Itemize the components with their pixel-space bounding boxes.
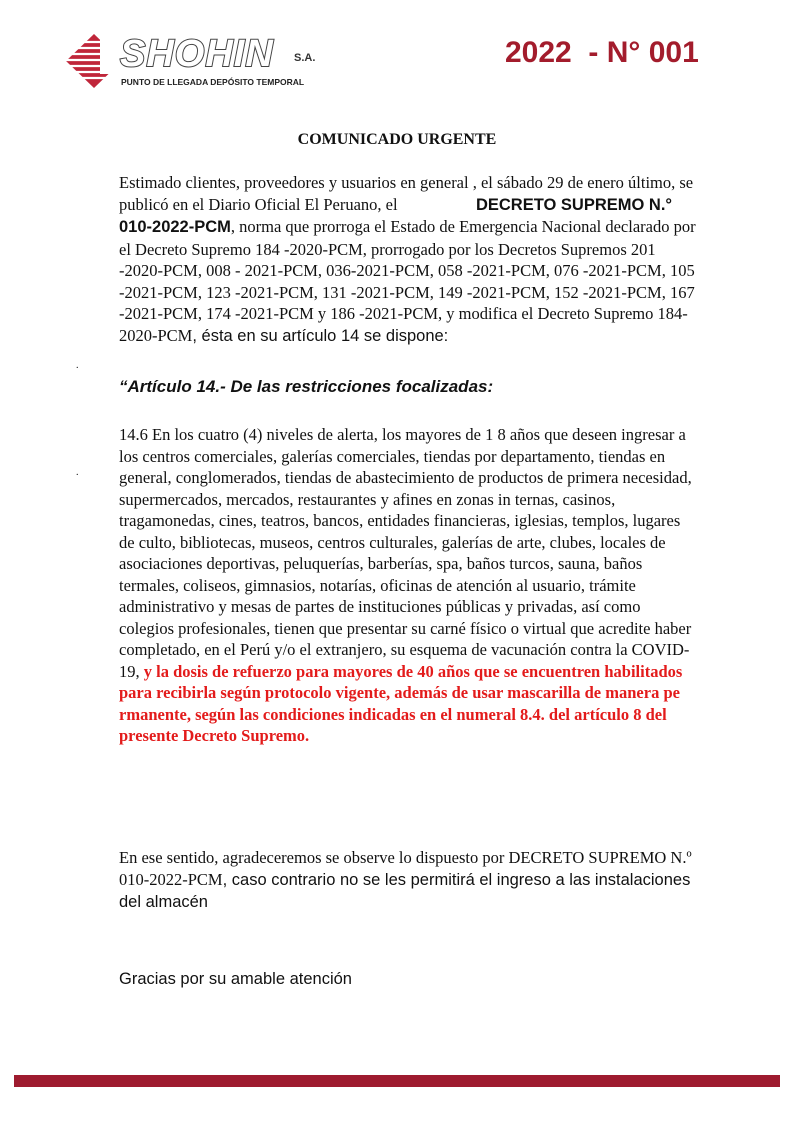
margin-dot: . xyxy=(76,360,79,371)
article-heading: “Artículo 14.- De las restricciones focalizadas: xyxy=(119,377,494,396)
footer-bar xyxy=(14,1075,780,1087)
intro-text-cont: , norma que prorroga el Estado de Emergencia Nacional declarado por el Decreto Supremo 184 -2020-PCM, prorrogado por los Decretos Supremos 201 -2020-PCM, 008 - 2021-PCM, 036-2021-PCM, 058 -2021-PCM, 076 -2021-PCM, 105 -2021-PCM, 123 -2021-PCM, 131 -2021-PCM, 149 -2021-PCM, 152 -2021-PCM, 167 -2021-PCM, 174 -2021-PCM y 186 -2021-PCM, y modifica el Decreto Supremo 184-2020-PCM xyxy=(119,217,696,345)
logo-tagline: PUNTO DE LLEGADA DEPÓSITO TEMPORAL xyxy=(121,77,305,87)
article-highlight: y la dosis de refuerzo para mayores de 40 años que se encuentren habilitados para recibirla según protocolo vigente, además de usar mascarilla de manera pe rmanente, según las condiciones indicadas en el numeral 8.4. del artículo 8 del presente Decreto Supremo. xyxy=(119,661,683,745)
margin-dot: . xyxy=(76,467,79,478)
document-number: 2022 - N° 001 xyxy=(505,36,699,69)
notice-text: En ese sentido, agradeceremos se observe lo dispuesto por DECRETO SUPREMO N.º 010-2022-PCM xyxy=(119,848,692,889)
document-title: COMUNICADO URGENTE xyxy=(297,131,497,148)
notice-paragraph xyxy=(119,847,699,914)
logo-suffix: S.A. xyxy=(294,52,316,64)
article-text: 14.6 En los cuatro (4) niveles de alerta, los mayores de 1 8 años que deseen ingresar a los centros comerciales, galerías comerciales, tiendas por departamento, tiendas en general, conglomerados, tiendas de abastecimiento de productos de primera necesidad, supermercados, mercados, restaurantes y afines en zonas in ternas, casinos, tragamonedas, cines, teatros, bancos, entidades financieras, iglesias, templos, lugares de culto, bibliotecas, museos, centros culturales, galerías de arte, clubes, locales de asociaciones deportivas, peluquerías, barberías, spa, baños turcos, sauna, baños termales, coliseos, gimnasios, notarías, oficinas de atención al usuario, trámite administrativo y mesas de partes de instituciones públicas y privadas, así como colegios profesionales, tienen que presentar su carné físico o virtual que acredite haber completado, en el Perú y/o el extranjero, su esquema de vacunación contra la COVID-19, xyxy=(119,425,692,681)
logo-diamond-icon xyxy=(64,30,124,92)
closing-line: Gracias por su amable atención xyxy=(119,970,352,988)
intro-text: Estimado clientes, proveedores y usuarios en general , el sábado 29 de enero último, se publicó en el Diario Oficial El Peruano, el xyxy=(119,173,694,214)
article-paragraph xyxy=(119,424,699,747)
company-logo xyxy=(64,30,334,92)
intro-text-end: , ésta en su artículo 14 se dispone: xyxy=(192,326,449,345)
logo-wordmark: SHOHIN xyxy=(120,33,274,75)
decree-reference: DECRETO SUPREMO N.° 010-2022-PCM xyxy=(119,195,673,236)
intro-paragraph xyxy=(119,172,699,347)
notice-text-cont: , caso contrario no se les permitirá el ingreso a las instalaciones del almacén xyxy=(119,870,691,911)
